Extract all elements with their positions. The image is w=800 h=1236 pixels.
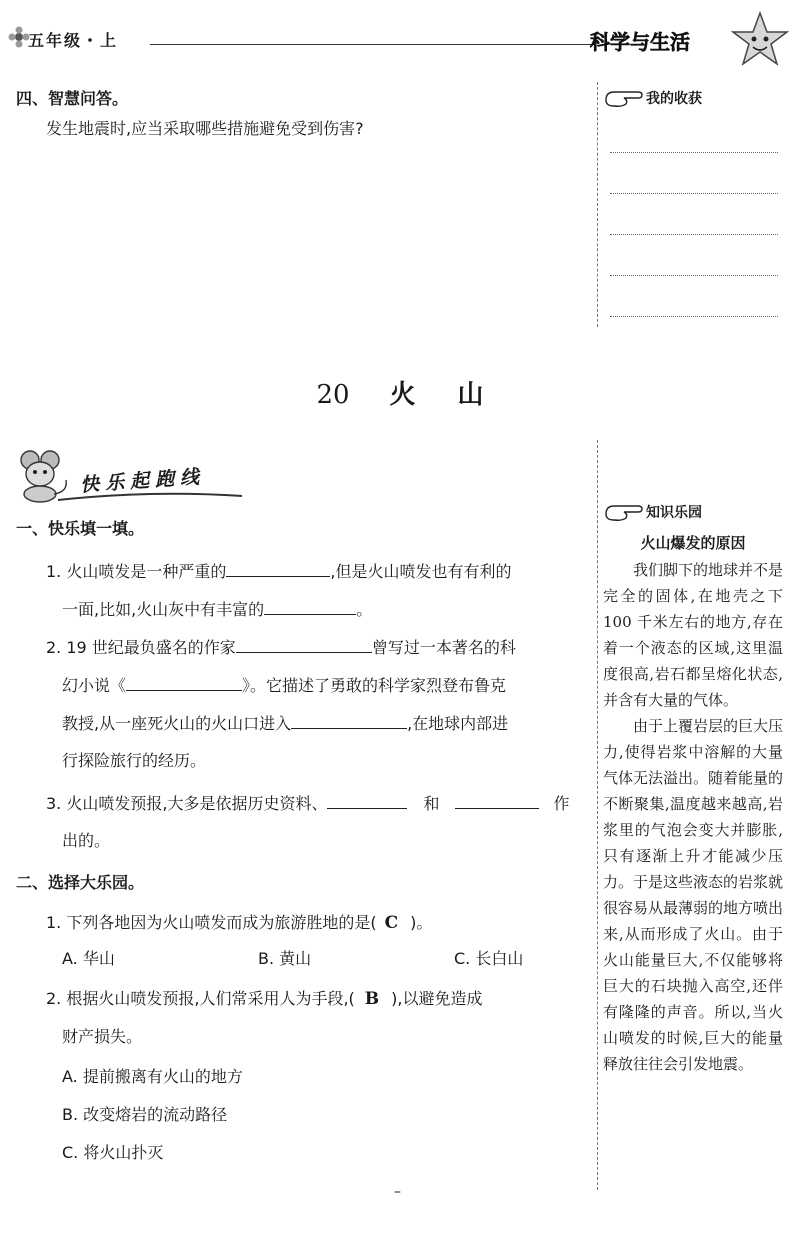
q2-blank-entry[interactable] <box>291 710 407 729</box>
part2-heading: 二、选择大乐园。 <box>16 873 145 892</box>
p2q1-text: 1. 下列各地因为火山喷发而成为旅游胜地的是( <box>46 913 377 932</box>
q3-text-b: 和 <box>423 794 440 813</box>
q2-text-c: 幻小说《 <box>62 676 127 695</box>
part2-q1 <box>46 910 432 933</box>
part1-q3-line2: 出的。 <box>62 831 111 850</box>
q3-blank-2[interactable] <box>455 790 539 809</box>
pointing-hand-icon <box>604 86 644 108</box>
q3-text-a: 3. 火山喷发预报,大多是依据历史资料、 <box>46 794 328 813</box>
q1-text-a: 1. 火山喷发是一种严重的 <box>46 562 227 581</box>
sidebar-divider-top <box>597 82 598 327</box>
part2-q2-line2: 财产损失。 <box>62 1027 143 1046</box>
part1-q2-line4: 行探险旅行的经历。 <box>62 751 207 770</box>
q2-text-e: 教授,从一座死火山的火山口进入 <box>62 714 292 733</box>
q2-blank-novel[interactable] <box>126 672 242 691</box>
notes-line <box>610 234 778 235</box>
section4-question: 发生地震时,应当采取哪些措施避免受到伤害? <box>46 119 364 138</box>
q1-text-b: ,但是火山喷发也有有利的 <box>330 562 512 581</box>
part1-q2-line1 <box>46 634 516 658</box>
knowledge-body <box>603 557 783 1077</box>
q2-text-a: 2. 19 世纪最负盛名的作家 <box>46 638 236 657</box>
q1-blank-2[interactable] <box>264 596 356 615</box>
header-rule <box>150 44 595 45</box>
p2q2-option-a: A. 提前搬离有火山的地方 <box>62 1067 243 1086</box>
notes-line <box>610 275 778 276</box>
knowledge-paragraph-2: 由于上覆岩层的巨大压力,使得岩浆中溶解的大量气体无法溢出。随着能量的不断聚集,温度越来越高,岩浆里的气泡会变大并膨胀,只有逐渐上升才能减少压力。于是这些液态的岩浆就很容易从最薄弱的地方喷出来,从而形成了火山。由于火山能量巨大,不仅能够将巨大的石块抛入高空,还伴有隆隆的声音。所以,当火山喷发的时候,巨大的能量释放往往会引发地震。 <box>603 717 784 1073</box>
page-mark: – <box>394 1184 401 1200</box>
banner-label: 快乐起跑线 <box>79 465 206 497</box>
grade-label: 五年级・上 <box>28 31 119 50</box>
p2q1-option-c: C. 长白山 <box>454 949 524 968</box>
p2q2-option-c: C. 将火山扑灭 <box>62 1143 164 1162</box>
q2-text-d: 》。它描述了勇敢的科学家烈登布鲁克 <box>242 676 507 695</box>
sidebar-heading-harvest: 我的收获 <box>646 91 702 107</box>
p2q1-option-b: B. 黄山 <box>258 949 312 968</box>
q2-text-f: ,在地球内部进 <box>407 714 509 733</box>
brand-title: 科学与生活 <box>590 30 690 54</box>
p2q2-option-b: B. 改变熔岩的流动路径 <box>62 1105 228 1124</box>
p2q2-answer: B <box>364 989 380 1009</box>
p2q1-option-a: A. 华山 <box>62 949 115 968</box>
part1-q3-line1 <box>46 790 569 814</box>
lesson-number: 20 <box>316 380 350 410</box>
p2q2-text-b: ),以避免造成 <box>391 989 483 1008</box>
lesson-title <box>0 374 800 411</box>
p2q1-text-end: )。 <box>410 913 433 932</box>
knowledge-title: 火山爆发的原因 <box>640 534 746 552</box>
knowledge-paragraph-1: 我们脚下的地球并不是完全的固体,在地壳之下 100 千米左右的地方,存在着一个液态的区域,这里温度很高,岩石都呈熔化状态,并含有大量的气体。 <box>603 561 784 709</box>
part2-q2-line1 <box>46 986 483 1009</box>
section4-heading: 四、智慧问答。 <box>16 89 129 108</box>
part1-q1-line2 <box>62 596 372 620</box>
sidebar-divider-bottom <box>597 440 598 1190</box>
part1-q2-line3 <box>62 710 508 734</box>
lesson-char-2: 山 <box>457 380 484 410</box>
notes-line <box>610 316 778 317</box>
p2q2-text-a: 2. 根据火山喷发预报,人们常采用人为手段,( <box>46 989 355 1008</box>
q3-text-c: 作 <box>553 794 570 813</box>
q3-blank-1[interactable] <box>327 790 407 809</box>
lesson-char-1: 火 <box>389 380 416 410</box>
notes-line <box>610 152 778 153</box>
part1-q1-line1 <box>46 558 511 582</box>
part1-heading: 一、快乐填一填。 <box>16 519 145 538</box>
p2q1-answer: C <box>384 913 399 933</box>
header-flower-icon <box>8 26 30 48</box>
part1-q2-line2 <box>62 672 506 696</box>
star-mascot-icon <box>730 10 790 70</box>
q2-text-b: 曾写过一本著名的科 <box>371 638 516 657</box>
q2-blank-author[interactable] <box>236 634 372 653</box>
q1-text-d: 。 <box>356 600 373 619</box>
q1-text-c: 一面,比如,火山灰中有丰富的 <box>62 600 265 619</box>
notes-line <box>610 193 778 194</box>
sidebar-heading-knowledge: 知识乐园 <box>646 505 702 521</box>
pointing-hand-icon <box>604 500 644 522</box>
q1-blank-1[interactable] <box>226 558 330 577</box>
